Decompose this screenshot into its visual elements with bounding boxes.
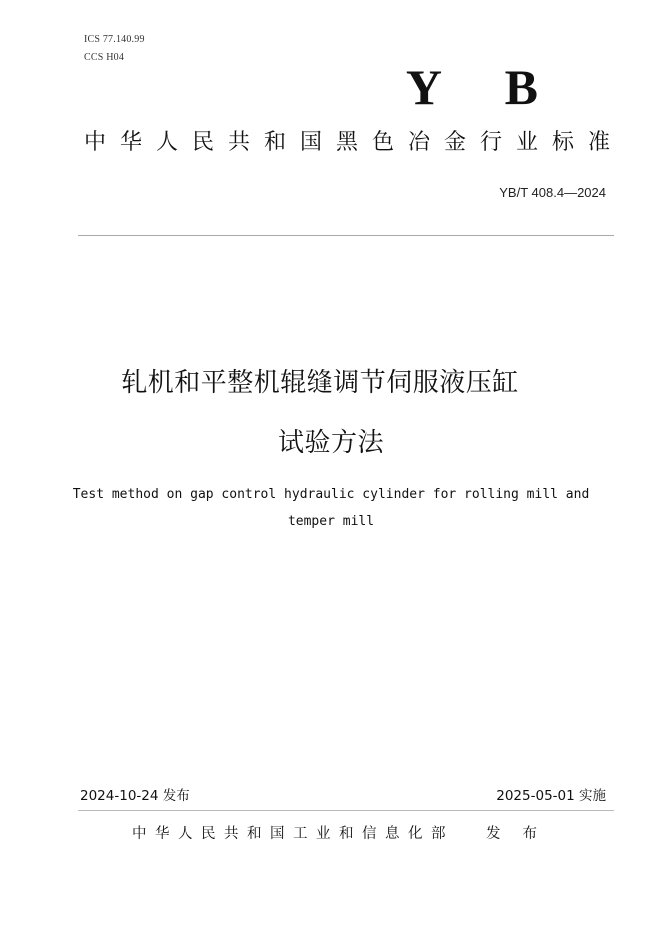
bottom-divider [78,810,614,811]
publisher: 中华人民共和国工业和信息化部 [132,826,454,842]
org-title: 中华人民共和国黑色冶金行业标准 [84,130,625,155]
chinese-title-line-2: 试验方法 [277,428,384,458]
english-title-line-1: Test method on gap control hydraulic cylinder for rolling mill and [72,487,590,502]
publish-label: 发布 [486,826,559,842]
implementation-date: 2025-05-01 实施 [496,788,606,804]
ccs-code: CCS H04 [84,52,125,63]
top-divider [78,235,614,236]
standard-number: YB/T 408.4—2024 [499,185,606,200]
issue-date: 2024-10-24 发布 [80,788,190,804]
standard-logo: Y B [405,59,564,115]
english-title [60,481,602,535]
ics-code: ICS 77.140.99 [84,34,145,45]
english-title-line-2: temper mill [287,514,375,529]
chinese-title-line-1: 轧机和平整机辊缝调节伺服液压缸 [121,368,519,398]
